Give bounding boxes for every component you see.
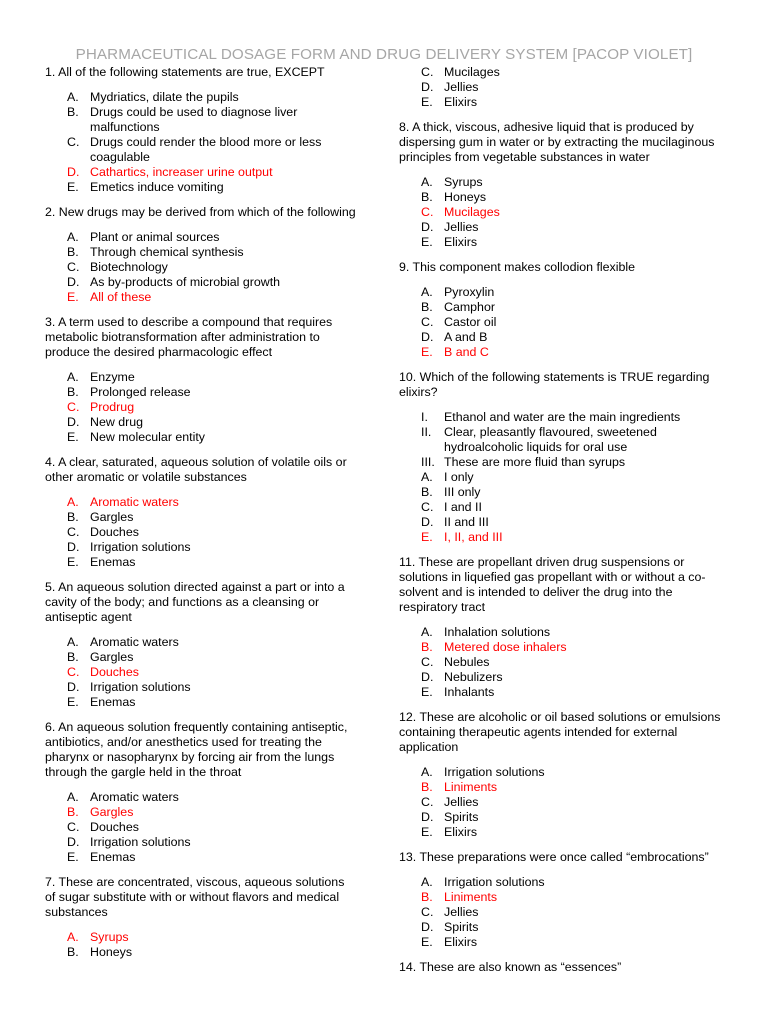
- answer-option: [45, 165, 357, 180]
- question: [399, 65, 729, 110]
- option-text: Syrups: [444, 175, 483, 189]
- option-label: D.: [67, 275, 80, 289]
- question: [45, 205, 357, 305]
- option-text: New molecular entity: [90, 430, 206, 444]
- option-label: A.: [421, 765, 433, 779]
- option-text: Irrigation solutions: [444, 875, 545, 889]
- option: [45, 945, 357, 960]
- option-text: Irrigation solutions: [90, 540, 191, 554]
- option: [399, 625, 729, 640]
- option-text: Douches: [90, 820, 139, 834]
- answer-option: [45, 400, 357, 415]
- question-stem: 8. A thick, viscous, adhesive liquid that is produced by dispersing gum in water or by extracting the mucilaginous principles from vegetable substances in water: [399, 120, 715, 164]
- option: [45, 245, 357, 260]
- option: [45, 555, 357, 570]
- question: [399, 260, 729, 360]
- option-text: Camphor: [444, 300, 495, 314]
- option-list: [399, 625, 729, 700]
- option-label: II.: [421, 425, 432, 439]
- option: [399, 220, 729, 235]
- option-label: D.: [421, 810, 434, 824]
- option-text: Douches: [90, 525, 139, 539]
- option-label: E.: [421, 345, 433, 359]
- option-text: Honeys: [444, 190, 487, 204]
- option-list: [45, 495, 357, 570]
- option-text: Metered dose inhalers: [444, 640, 567, 654]
- answer-option: [399, 640, 729, 655]
- option-text: Prodrug: [90, 400, 135, 414]
- option-label: A.: [421, 285, 433, 299]
- option: [45, 90, 357, 105]
- option-label: A.: [67, 90, 79, 104]
- option: [399, 685, 729, 700]
- option: [399, 500, 729, 515]
- option: [399, 80, 729, 95]
- option-text: B and C: [444, 345, 489, 359]
- option-list: [399, 410, 729, 545]
- option-text: Aromatic waters: [90, 790, 179, 804]
- option: [45, 260, 357, 275]
- option-label: B.: [421, 485, 433, 499]
- option: [45, 230, 357, 245]
- option: [45, 275, 357, 290]
- option-label: D.: [421, 920, 434, 934]
- option-text: Spirits: [444, 920, 479, 934]
- option-text: New drug: [90, 415, 144, 429]
- option-label: E.: [67, 850, 79, 864]
- option-text: Mydriatics, dilate the pupils: [90, 90, 239, 104]
- option-label: D.: [67, 165, 80, 179]
- option-label: B.: [67, 805, 79, 819]
- option-label: D.: [67, 835, 80, 849]
- option-text: Spirits: [444, 810, 479, 824]
- option-label: A.: [67, 790, 79, 804]
- option-label: D.: [67, 680, 80, 694]
- option-label: C.: [421, 905, 434, 919]
- option-text: Through chemical synthesis: [90, 245, 244, 259]
- question-stem: 10. Which of the following statements is TRUE regarding elixirs?: [399, 370, 710, 399]
- option: [399, 235, 729, 250]
- question-stem: 3. A term used to describe a compound that requires metabolic biotransformation after administration to produce the desired pharmacologic effect: [45, 315, 333, 359]
- option-label: A.: [421, 175, 433, 189]
- option: [45, 540, 357, 555]
- answer-option: [399, 345, 729, 360]
- option: [45, 835, 357, 850]
- option-text: Plant or animal sources: [90, 230, 220, 244]
- option-text: Emetics induce vomiting: [90, 180, 224, 194]
- option-text: Enemas: [90, 695, 136, 709]
- page-title: PHARMACEUTICAL DOSAGE FORM AND DRUG DELIVERY SYSTEM [PACOP VIOLET]: [75, 46, 693, 63]
- option-label: B.: [67, 650, 79, 664]
- option-text: Honeys: [90, 945, 133, 959]
- option: [399, 825, 729, 840]
- option-label: B.: [421, 890, 433, 904]
- option-label: E.: [421, 825, 433, 839]
- option: [45, 680, 357, 695]
- option: [399, 65, 729, 80]
- option-text: I and II: [444, 500, 482, 514]
- question: [45, 720, 357, 865]
- option-text: Irrigation solutions: [90, 680, 191, 694]
- option: [399, 455, 729, 470]
- option: [399, 330, 729, 345]
- option: [45, 510, 357, 525]
- option-label: E.: [67, 180, 79, 194]
- option-label: E.: [67, 555, 79, 569]
- option-text: Irrigation solutions: [90, 835, 191, 849]
- option-list: [399, 765, 729, 840]
- option-text: Gargles: [90, 805, 134, 819]
- option-text: Irrigation solutions: [444, 765, 545, 779]
- option-label: B.: [67, 105, 79, 119]
- option: [399, 285, 729, 300]
- option: [399, 920, 729, 935]
- option-text: Biotechnology: [90, 260, 168, 274]
- option-text: Douches: [90, 665, 139, 679]
- option-text: Cathartics, increaser urine output: [90, 165, 273, 179]
- option-label: E.: [421, 530, 433, 544]
- option-label: D.: [421, 220, 434, 234]
- option-list: [399, 285, 729, 360]
- option: [399, 485, 729, 500]
- answer-option: [45, 495, 357, 510]
- option-label: A.: [67, 635, 79, 649]
- question: [399, 960, 729, 975]
- option-text: Liniments: [444, 890, 498, 904]
- option: [45, 385, 357, 400]
- option: [45, 370, 357, 385]
- option: [399, 765, 729, 780]
- option-label: D.: [67, 540, 80, 554]
- option: [45, 650, 357, 665]
- option: [399, 935, 729, 950]
- option-text: As by-products of microbial growth: [90, 275, 281, 289]
- question: [399, 555, 729, 700]
- option-label: A.: [421, 625, 433, 639]
- option-text: I only: [444, 470, 474, 484]
- question-stem: 11. These are propellant driven drug suspensions or solutions in liquefied gas propellant with or without a co-solvent and is intended to deliver the drug into the respiratory tract: [399, 555, 706, 614]
- option: [399, 905, 729, 920]
- question: [45, 315, 357, 445]
- question: [45, 875, 357, 960]
- option-label: A.: [421, 875, 433, 889]
- option-text: Prolonged release: [90, 385, 191, 399]
- option-label: E.: [67, 290, 79, 304]
- question-stem: 5. An aqueous solution directed against a part or into a cavity of the body; and functions as a cleansing or antiseptic agent: [45, 580, 345, 624]
- option: [45, 135, 357, 165]
- option-text: Gargles: [90, 510, 134, 524]
- option-text: Aromatic waters: [90, 635, 179, 649]
- option-text: Clear, pleasantly flavoured, sweetened hydroalcoholic liquids for oral use: [444, 425, 657, 454]
- option-text: All of these: [90, 290, 152, 304]
- option-list: [399, 175, 729, 250]
- option: [399, 875, 729, 890]
- option-label: D.: [67, 415, 80, 429]
- option-text: Elixirs: [444, 935, 478, 949]
- answer-option: [399, 780, 729, 795]
- option: [399, 810, 729, 825]
- option: [399, 655, 729, 670]
- option-list: [45, 635, 357, 710]
- option-text: Drugs could be used to diagnose liver malfunctions: [90, 105, 298, 134]
- answer-option: [45, 805, 357, 820]
- answer-option: [399, 205, 729, 220]
- option-label: III.: [421, 455, 435, 469]
- question-stem: 14. These are also known as “essences”: [399, 960, 622, 974]
- question: [45, 65, 357, 195]
- option-label: A.: [67, 230, 79, 244]
- option-text: Nebulizers: [444, 670, 503, 684]
- option: [399, 425, 729, 455]
- question: [399, 710, 729, 840]
- option: [45, 850, 357, 865]
- option: [399, 300, 729, 315]
- option-label: D.: [421, 670, 434, 684]
- option-label: B.: [421, 190, 433, 204]
- answer-option: [45, 930, 357, 945]
- option-text: Ethanol and water are the main ingredients: [444, 410, 681, 424]
- option-text: Liniments: [444, 780, 498, 794]
- option-text: Syrups: [90, 930, 129, 944]
- option-label: C.: [421, 655, 434, 669]
- option-text: Enemas: [90, 850, 136, 864]
- option-text: Mucilages: [444, 205, 500, 219]
- option: [399, 175, 729, 190]
- option-text: Gargles: [90, 650, 134, 664]
- option-list: [399, 65, 729, 110]
- option-list: [399, 875, 729, 950]
- option-label: A.: [67, 370, 79, 384]
- option-text: Pyroxylin: [444, 285, 495, 299]
- question-stem: 9. This component makes collodion flexible: [399, 260, 636, 274]
- option-text: Enzyme: [90, 370, 135, 384]
- option-label: B.: [421, 640, 433, 654]
- option-label: B.: [421, 300, 433, 314]
- option-text: Inhalation solutions: [444, 625, 551, 639]
- option-text: Elixirs: [444, 95, 478, 109]
- option: [45, 415, 357, 430]
- option-label: C.: [421, 500, 434, 514]
- option-label: D.: [421, 330, 434, 344]
- option: [45, 180, 357, 195]
- option-text: Elixirs: [444, 825, 478, 839]
- question-stem: 2. New drugs may be derived from which of the following: [45, 205, 356, 219]
- option-label: E.: [421, 935, 433, 949]
- option-text: Aromatic waters: [90, 495, 179, 509]
- option-text: Mucilages: [444, 65, 500, 79]
- option: [399, 515, 729, 530]
- option: [399, 670, 729, 685]
- option-list: [45, 370, 357, 445]
- option: [45, 635, 357, 650]
- option-text: Inhalants: [444, 685, 495, 699]
- option: [45, 430, 357, 445]
- option-list: [45, 230, 357, 305]
- option: [45, 525, 357, 540]
- option-label: B.: [67, 510, 79, 524]
- option-text: Jellies: [444, 905, 479, 919]
- option-label: C.: [421, 795, 434, 809]
- option-label: D.: [421, 515, 434, 529]
- option: [399, 470, 729, 485]
- option-label: C.: [67, 135, 80, 149]
- option-text: Nebules: [444, 655, 490, 669]
- option-list: [45, 790, 357, 865]
- question: [45, 455, 357, 570]
- option-label: D.: [421, 80, 434, 94]
- option-text: III only: [444, 485, 481, 499]
- answer-option: [45, 665, 357, 680]
- option: [45, 790, 357, 805]
- option-label: A.: [67, 495, 79, 509]
- right-column: [399, 65, 729, 985]
- option-label: C.: [67, 665, 80, 679]
- option-label: B.: [67, 945, 79, 959]
- option-label: B.: [67, 385, 79, 399]
- option: [399, 410, 729, 425]
- option: [399, 795, 729, 810]
- question-stem: 1. All of the following statements are true, EXCEPT: [45, 65, 325, 79]
- option-text: Jellies: [444, 80, 479, 94]
- option-label: E.: [421, 685, 433, 699]
- question: [45, 580, 357, 710]
- option: [45, 820, 357, 835]
- left-column: [45, 65, 357, 970]
- option-label: C.: [421, 65, 434, 79]
- option-text: Castor oil: [444, 315, 497, 329]
- question-stem: 12. These are alcoholic or oil based solutions or emulsions containing therapeutic agents intended for external application: [399, 710, 721, 754]
- option-label: I.: [421, 410, 428, 424]
- answer-option: [399, 530, 729, 545]
- option-text: Enemas: [90, 555, 136, 569]
- option: [399, 190, 729, 205]
- option-label: C.: [67, 400, 80, 414]
- option-label: B.: [67, 245, 79, 259]
- question: [399, 120, 729, 250]
- option-text: These are more fluid than syrups: [444, 455, 626, 469]
- option-list: [45, 90, 357, 195]
- option-label: C.: [421, 315, 434, 329]
- option: [45, 105, 357, 135]
- answer-option: [399, 890, 729, 905]
- option-text: Jellies: [444, 220, 479, 234]
- option-label: E.: [67, 695, 79, 709]
- answer-option: [45, 290, 357, 305]
- option-label: A.: [67, 930, 79, 944]
- option-label: E.: [421, 235, 433, 249]
- option-label: B.: [421, 780, 433, 794]
- option-label: C.: [67, 260, 80, 274]
- option-label: E.: [421, 95, 433, 109]
- question: [399, 370, 729, 545]
- option-text: I, II, and III: [444, 530, 503, 544]
- option-text: Elixirs: [444, 235, 478, 249]
- option-label: A.: [421, 470, 433, 484]
- option-label: C.: [67, 525, 80, 539]
- option-text: II and III: [444, 515, 489, 529]
- question-stem: 13. These preparations were once called “embrocations”: [399, 850, 709, 864]
- option-text: A and B: [444, 330, 488, 344]
- option-label: E.: [67, 430, 79, 444]
- option-text: Drugs could render the blood more or less coagulable: [90, 135, 322, 164]
- option-label: C.: [67, 820, 80, 834]
- option: [399, 315, 729, 330]
- option: [45, 695, 357, 710]
- question-stem: 4. A clear, saturated, aqueous solution of volatile oils or other aromatic or volatile substances: [45, 455, 347, 484]
- option-text: Jellies: [444, 795, 479, 809]
- question-stem: 6. An aqueous solution frequently containing antiseptic, antibiotics, and/or anesthetics used for treating the pharynx or nasopharynx by forcing air from the lungs through the gargle held in the throat: [45, 720, 348, 779]
- option-list: [45, 930, 357, 960]
- question: [399, 850, 729, 950]
- question-stem: 7. These are concentrated, viscous, aqueous solutions of sugar substitute with or without flavors and medical substances: [45, 875, 345, 919]
- option-label: C.: [421, 205, 434, 219]
- option: [399, 95, 729, 110]
